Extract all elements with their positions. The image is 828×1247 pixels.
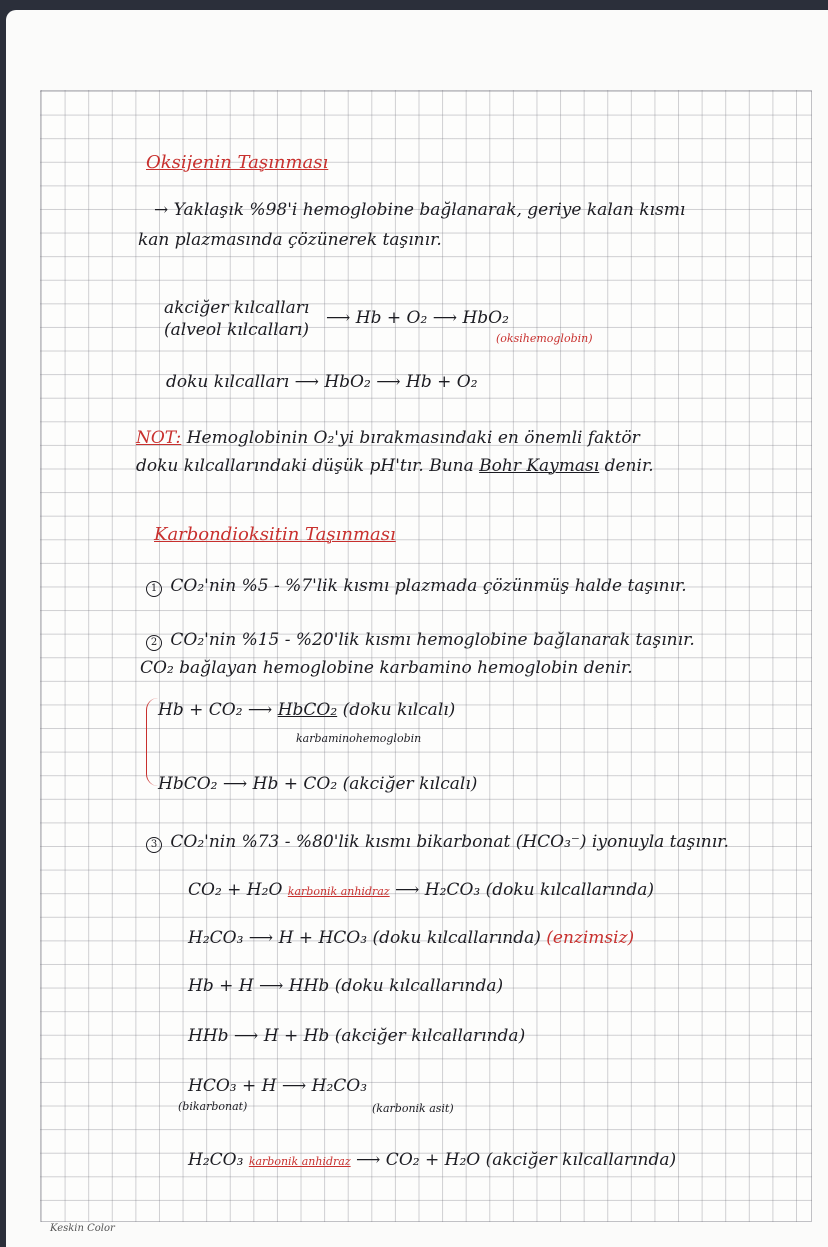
- eq3-right: HbCO₂: [277, 700, 338, 720]
- note-text-2-pre: doku kılcallarındaki düşük pH'tır. Buna: [136, 456, 474, 476]
- bohr-term: Bohr Kayması: [479, 456, 600, 476]
- r6-right: ⟶ CO₂ + H₂O (akciğer kılcallarında): [356, 1150, 677, 1170]
- eq1-left-line2: (alveol kılcalları): [164, 320, 309, 340]
- item-2-line-1: [146, 630, 695, 651]
- reaction-5: HCO₃ + H ⟶ H₂CO₃: [188, 1076, 368, 1096]
- r2-text: H₂CO₃ ⟶ H + HCO₃ (doku kılcallarında): [188, 928, 541, 948]
- note-label: NOT:: [136, 428, 182, 448]
- reaction-3: Hb + H ⟶ HHb (doku kılcallarında): [188, 976, 504, 996]
- eq1-left-line1: akciğer kılcalları: [164, 298, 310, 318]
- item-1-text: CO₂'nin %5 - %7'lik kısmı plazmada çözünmüş halde taşınır.: [170, 576, 687, 596]
- notebook-page: [6, 10, 828, 1247]
- r5-note-bicarbonate: (bikarbonat): [178, 1100, 248, 1113]
- brand-footer: Keskin Color: [50, 1223, 115, 1234]
- intro-line-1: → Yaklaşık %98'i hemoglobine bağlanarak, geriye kalan kısmı: [154, 200, 686, 220]
- item-1-number: 1: [146, 581, 162, 597]
- reaction-1: [188, 880, 654, 900]
- reaction-2: [188, 928, 634, 948]
- reaction-6: [188, 1150, 676, 1170]
- r6-left: H₂CO₃: [188, 1150, 244, 1170]
- grid-background: [40, 90, 812, 1222]
- eq1-right: ⟶ Hb + O₂ ⟶ HbO₂: [326, 308, 509, 328]
- item-3-number: 3: [146, 837, 162, 853]
- r5-note-carbonic-acid: (karbonik asit): [372, 1102, 454, 1115]
- item-1: [146, 576, 687, 597]
- r1-enzyme: karbonik anhidraz: [287, 885, 390, 898]
- eq3-place: (doku kılcalı): [342, 700, 456, 720]
- note-line-1: [136, 428, 640, 448]
- item-2-line-2: CO₂ bağlayan hemoglobine karbamino hemoglobin denir.: [140, 658, 633, 678]
- item-2-number: 2: [146, 635, 162, 651]
- intro-line-2: kan plazmasında çözünerek taşınır.: [138, 230, 442, 250]
- section-title-oxygen: Oksijenin Taşınması: [146, 152, 329, 173]
- eq1-note: (oksihemoglobin): [496, 332, 593, 345]
- note-line-2: [136, 456, 654, 476]
- item-2-text-1: CO₂'nin %15 - %20'lik kısmı hemoglobine bağlanarak taşınır.: [170, 630, 695, 650]
- reaction-4: HHb ⟶ H + Hb (akciğer kılcallarında): [188, 1026, 526, 1046]
- item-3: [146, 832, 729, 853]
- eq4: HbCO₂ ⟶ Hb + CO₂ (akciğer kılcalı): [158, 774, 478, 794]
- r1-right: ⟶ H₂CO₃ (doku kılcallarında): [395, 880, 654, 900]
- eq3: [158, 700, 455, 720]
- r2-note: (enzimsiz): [546, 928, 635, 948]
- note-text-1: Hemoglobinin O₂'yi bırakmasındaki en önemli faktör: [186, 428, 640, 448]
- r1-left: CO₂ + H₂O: [188, 880, 283, 900]
- eq3-note: karbaminohemoglobin: [296, 732, 422, 745]
- eq3-left: Hb + CO₂ ⟶: [158, 700, 273, 720]
- section-title-co2: Karbondioksitin Taşınması: [154, 524, 396, 545]
- note-text-2-post: denir.: [604, 456, 654, 476]
- item-3-text: CO₂'nin %73 - %80'lik kısmı bikarbonat (HCO₃⁻) iyonuyla taşınır.: [170, 832, 729, 852]
- r6-enzyme: karbonik anhidraz: [248, 1155, 351, 1168]
- eq2: doku kılcalları ⟶ HbO₂ ⟶ Hb + O₂: [166, 372, 478, 392]
